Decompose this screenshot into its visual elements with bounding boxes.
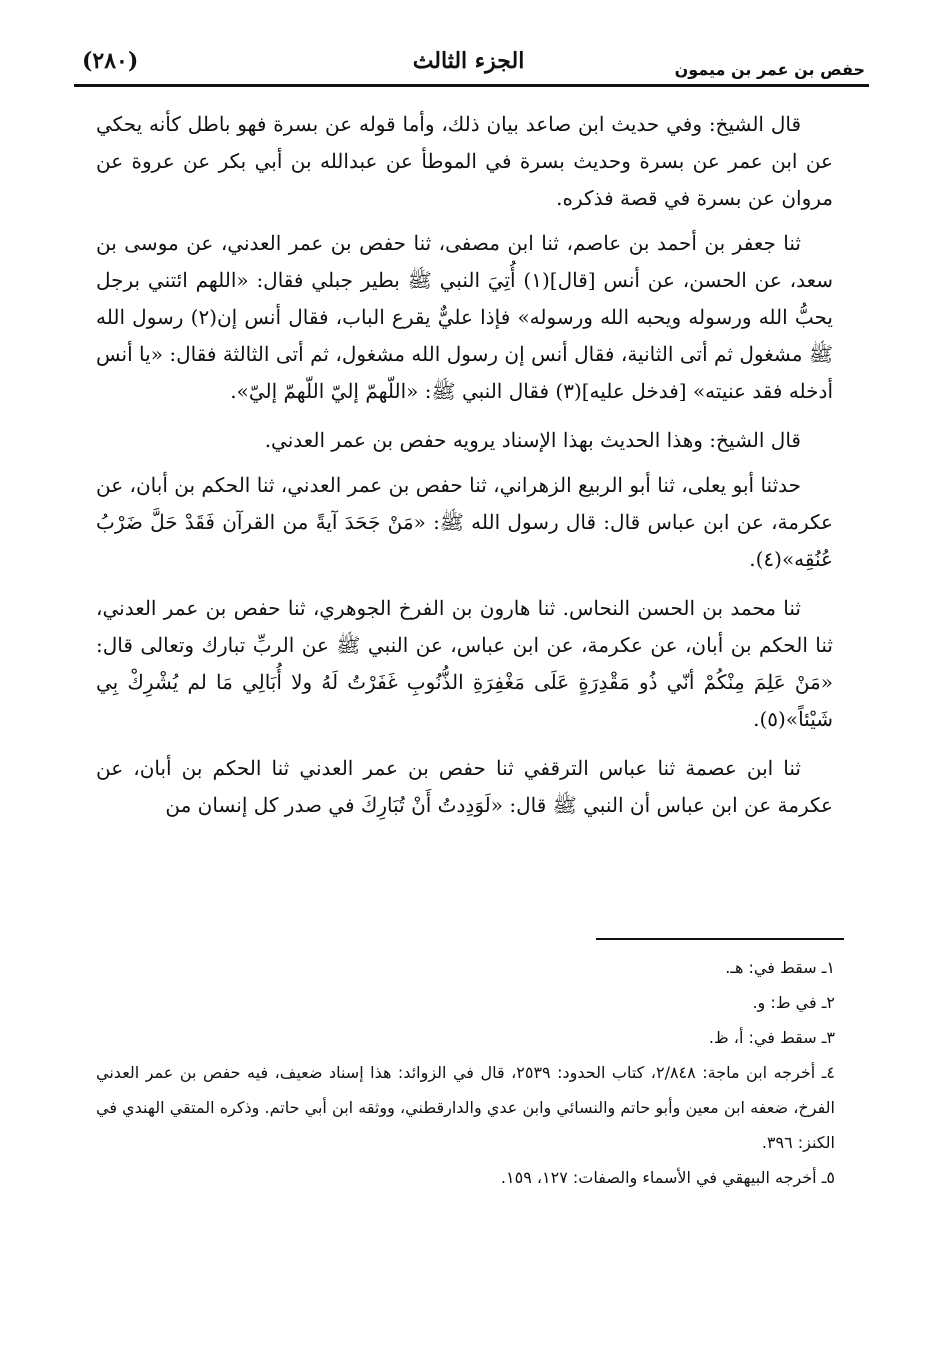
part-title: الجزء الثالث xyxy=(412,48,525,74)
footnotes xyxy=(96,950,835,1195)
paragraph: حدثنا أبو يعلى، ثنا أبو الربيع الزهراني، ثنا حفص بن عمر العدني، ثنا الحكم بن أبان، عن عكرمة، عن ابن عباس قال: قال رسول الله ﷺ: «مَنْ جَحَدَ آيةً من القرآن فَقَدْ حَلَّ ضَرْبُ عُنُقِه»(٤). xyxy=(96,473,833,571)
footnote: ٤ـ أخرجه ابن ماجة: ٢/٨٤٨، كتاب الحدود: ٢٥٣٩، قال في الزوائد: هذا إسناد ضعيف، فيه حفص بن عمر العدني الفرخ، ضعفه ابن معين وأبو حاتم والنسائي وابن عدي والدارقطني، ووثقه ابن أبي حاتم. وذكره المتقي الهندي في الكنز: ٣٩٦. xyxy=(96,1063,836,1152)
header-rule xyxy=(74,84,869,87)
paragraph: قال الشيخ: وفي حديث ابن صاعد بيان ذلك، وأما قوله عن بسرة فهو باطل كأنه يحكي عن ابن عمر عن بسرة وحديث بسرة في الموطأ عن عبدالله بن أبي بكر عن عروة عن مروان عن بسرة في قصة فذكره. xyxy=(96,112,833,210)
footnote: ١ـ سقط في: هـ. xyxy=(725,958,835,977)
footnote-separator xyxy=(596,938,844,940)
paragraph: ثنا ابن عصمة ثنا عباس الترقفي ثنا حفص بن عمر العدني ثنا الحكم بن أبان، عن عكرمة عن ابن عباس أن النبي ﷺ قال: «لَوَدِدتُ أَنْ تُبَارِكَ في صدر كل إنسان من xyxy=(96,756,833,817)
paragraph: ثنا جعفر بن أحمد بن عاصم، ثنا ابن مصفى، ثنا حفص بن عمر العدني، عن موسى بن سعد، عن الحسن، عن أنس [قال](١) أُتِيَ النبي ﷺ بطير جبلي فقال: «اللهم ائتني برجل يحبُّ الله ورسوله ويحبه الله ورسوله» فإذا عليٌّ يقرع الباب، فقال أنس إن(٢) رسول الله ﷺ مشغول ثم أتى الثانية، فقال أنس إن رسول الله مشغول، ثم أتى الثالثة فقال: «يا أنس أدخله فقد عنيته» [فدخل عليه](٣) فقال النبي ﷺ: «اللّهمّ إليّ اللّهمّ إليّ». xyxy=(96,231,833,403)
footnote: ٢ـ في ط: و. xyxy=(752,993,835,1012)
page-number: (٢٨٠) xyxy=(82,48,139,74)
running-title: حفص بن عمر بن ميمون xyxy=(674,60,865,79)
paragraph: ثنا محمد بن الحسن النحاس. ثنا هارون بن الفرخ الجوهري، ثنا حفص بن عمر العدني، ثنا الحكم بن أبان، عن عكرمة، عن ابن عباس، عن النبي ﷺ عن الربِّ تبارك وتعالى قال: «مَنْ عَلِمَ مِنْكُمْ أنّي ذُو مَقْدِرَةٍ عَلَى مَغْفِرَةِ الذُّنُوبِ غَفَرْتُ لَهُ ولا أُبَالِي مَا لم يُشْرِكْ بِي شَيْئاً»(٥). xyxy=(96,596,833,731)
footnote: ٣ـ سقط في: أ، ظ. xyxy=(708,1028,835,1047)
page-header xyxy=(72,40,865,84)
paragraph: قال الشيخ: وهذا الحديث بهذا الإسناد يرويه حفص بن عمر العدني. xyxy=(264,428,801,452)
main-text xyxy=(96,106,833,832)
footnote: ٥ـ أخرجه البيهقي في الأسماء والصفات: ١٢٧، ١٥٩. xyxy=(500,1168,835,1187)
